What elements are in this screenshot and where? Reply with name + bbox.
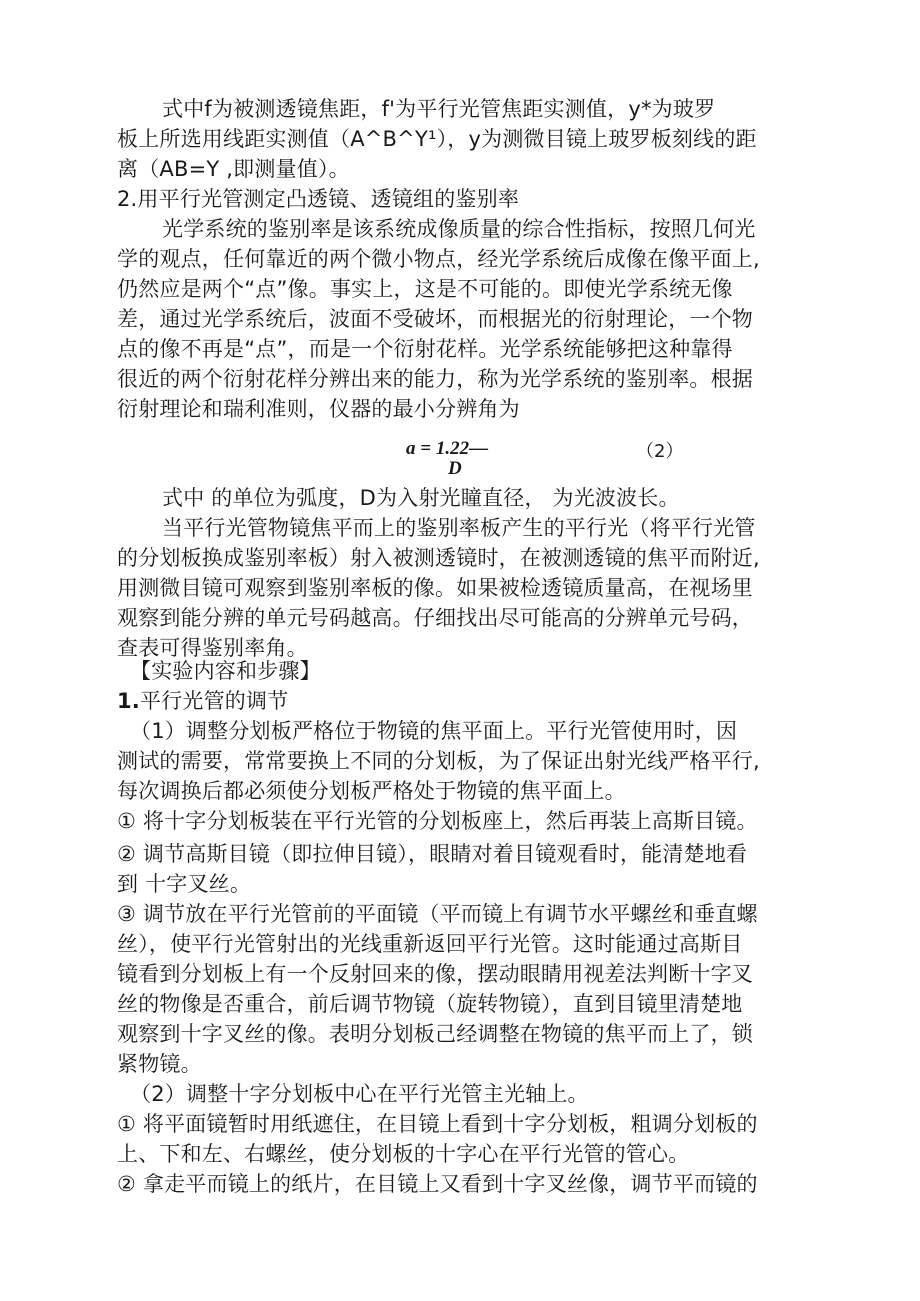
subsection-title: 平行光管的调节 (140, 689, 289, 713)
text-line: 式中f为被测透镜焦距，f'为平行光管焦距实测值，y*为玻罗 (162, 97, 716, 121)
text-line: 到 十字叉丝。 (117, 872, 252, 896)
subsection-number: 1. (117, 689, 140, 713)
section-heading: 2.用平行光管测定凸透镜、透镜组的鉴别率 (117, 187, 520, 211)
text-line: ③ 调节放在平行光管前的平面镜（平而镜上有调节水平螺丝和垂直螺 (117, 902, 758, 926)
formula-denominator: D (448, 458, 462, 479)
text-line: 式中 的单位为弧度，D为入射光瞳直径， 为光波波长。 (162, 486, 680, 510)
text-line: 紧物镜。 (117, 1052, 202, 1076)
text-line: 很近的两个衍射花样分辨出来的能力，称为光学系统的鉴别率。根据 (117, 367, 753, 391)
text-line: ① 将十字分划板装在平行光管的分划板座上，然后再装上高斯目镜。 (117, 809, 758, 833)
text-line: 学的观点，任何靠近的两个微小物点，经光学系统后成像在像平面上, (117, 247, 760, 271)
text-line: （2）调整十字分划板中心在平行光管主光轴上。 (130, 1082, 589, 1106)
text-line: 每次调换后都必须使分划板严格处于物镜的焦平面上。 (117, 779, 626, 803)
text-line: 板上所选用线距实测值（A^B^Y¹），y为测微目镜上玻罗板刻线的距 (117, 127, 757, 151)
text-line: 点的像不再是“点”，而是一个衍射花样。光学系统能够把这种靠得 (117, 337, 733, 361)
text-line: 丝的物像是否重合，前后调节物镜（旋转物镜），直到目镜里清楚地 (117, 992, 743, 1016)
text-line: 离（AB=Y ,即测量值）。 (117, 157, 350, 181)
text-line: （1）调整分划板严格位于物镜的焦平面上。平行光管使用时，因 (130, 719, 738, 743)
formula-main: a = 1.22— (406, 438, 489, 459)
text-line: 上、下和左、右螺丝，使分划板的十字心在平行光管的管心。 (117, 1142, 690, 1166)
text-line: 用测微目镜可观察到鉴别率板的像。如果被检透镜质量高，在视场里 (117, 576, 753, 600)
text-line: ② 拿走平而镜上的纸片，在目镜上又看到十字叉丝像，调节平而镜的 (117, 1172, 758, 1196)
section-title: 【实验内容和步骤】 (130, 659, 321, 683)
text-line: ② 调节高斯目镜（即拉伸目镜），眼睛对着目镜观看时，能清楚地看 (117, 842, 748, 866)
text-line: 查表可得鉴别率角。 (117, 636, 308, 660)
text-line: 衍射理论和瑞利准则，仪器的最小分辨角为 (117, 397, 520, 421)
text-line: 观察到能分辨的单元号码越高。仔细找出尽可能高的分辨单元号码， (117, 606, 753, 630)
text-line: 的分划板换成鉴别率板）射入被测透镜时，在被测透镜的焦平而附近, (117, 546, 760, 570)
text-line: 镜看到分划板上有一个反射回来的像，摆动眼睛用视差法判断十字叉 (117, 962, 753, 986)
text-line: 当平行光管物镜焦平而上的鉴别率板产生的平行光（将平行光管 (162, 516, 756, 540)
text-line: ① 将平面镜暂时用纸遮住，在目镜上看到十字分划板，粗调分划板的 (117, 1112, 758, 1136)
text-line: 丝），使平行光管射出的光线重新返回平行光管。这时能通过高斯目 (117, 932, 743, 956)
text-line: 差，通过光学系统后，波面不受破坏，而根据光的衍射理论，一个物 (117, 307, 753, 331)
equation-number: （2） (636, 441, 684, 462)
text-line: 观察到十字叉丝的像。表明分划板己经调整在物镜的焦平而上了，锁 (117, 1022, 753, 1046)
text-line: 光学系统的鉴别率是该系统成像质量的综合性指标，按照几何光 (162, 217, 756, 241)
text-line: 测试的需要，常常要换上不同的分划板，为了保证出射光线严格平行, (117, 749, 760, 773)
subsection-heading (117, 686, 288, 716)
text-line: 仍然应是两个“点”像。事实上，这是不可能的。即使光学系统无像 (117, 277, 733, 301)
